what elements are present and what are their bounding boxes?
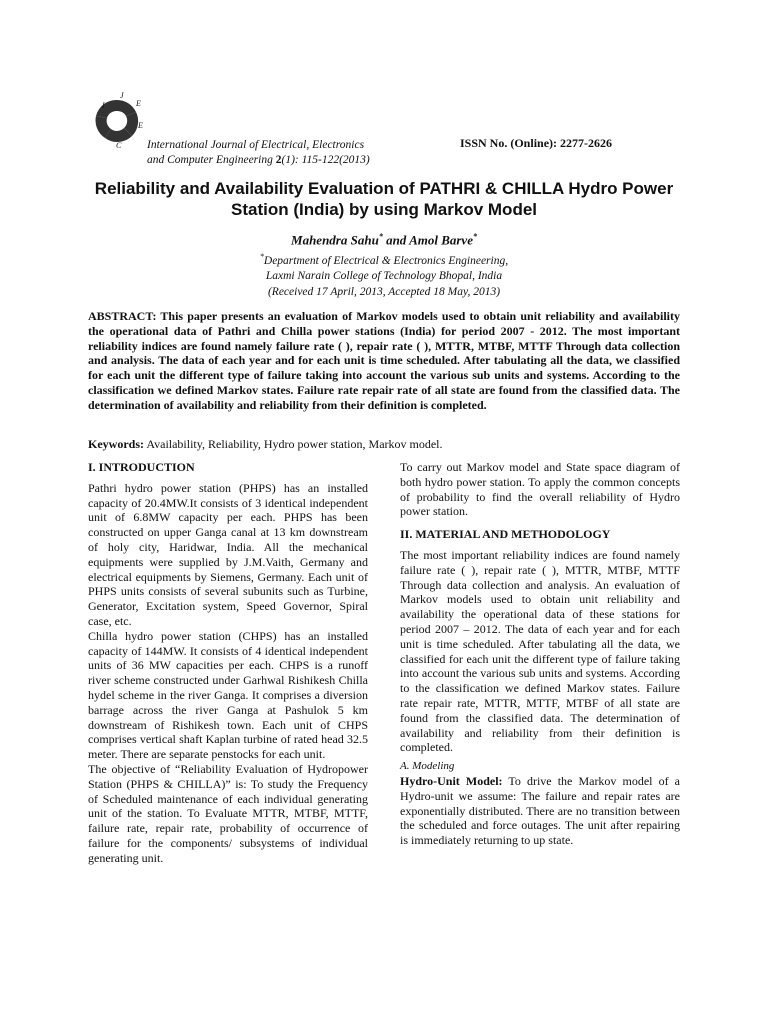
author-2: Amol Barve [409,232,473,248]
journal-issue: (1): 115-122(2013) [281,154,370,166]
affiliation-line-1 [0,249,768,269]
paragraph: To carry out Markov model and State space diagram of both hydro power station. To apply the common concepts of probability to find the overall reliability of Hydro power station. [400,460,680,519]
left-column [88,460,368,866]
issn: ISSN No. (Online): 2277-2626 [460,136,613,150]
right-column [400,460,680,848]
section-heading-introduction: I. INTRODUCTION [88,460,195,474]
journal-citation [147,138,370,168]
logo-letter: I [102,101,105,110]
paragraph [400,774,680,848]
abstract: ABSTRACT: This paper presents an evaluation of Markov models used to obtain unit reliability and availability the operational data of Pathri and Chilla power stations (India) for period 2007 - 2012. The most important reliability indices are found namely failure rate ( ), repair rate ( ), MTTR, MTBF, MTTF Through data collection and analysis. The data of each year and for each unit is time scheduled. After tabulating all the data, we classified for each unit the different type of failure taking into account the various sub units and systems. According to the classification we defined Markov states. Failure rate repair rate of all state are found from the classified data. The determination of availability and reliability from their definition is completed. [88,309,680,412]
affiliation-mark: * [259,252,264,261]
journal-logo [88,92,146,150]
received-dates: (Received 17 April, 2013, Accepted 18 May, 2013) [267,286,501,298]
logo-letter: J [120,92,124,100]
author-mark: * [472,232,477,241]
author-separator: and [382,232,410,248]
keywords [88,437,680,452]
paragraph: Chilla hydro power station (CHPS) has an installed capacity of 144MW. It consists of 4 identical independent units of 36 MW capacities per each. CHPS is a runoff river scheme constructed under Garhwal Rishikesh Chilla hydel scheme in the river Ganga. It comprises a diversion barrage across the river Ganga at Pashulok 5 km downstream of Rishikesh town. Each unit of CHPS comprises vertical shaft Kaplan turbine of rated head 32.5 meter. There are separate penstocks for each unit. [88,628,368,762]
hydro-unit-model-label: Hydro-Unit Model: [400,773,503,788]
paragraph: Pathri hydro power station (PHPS) has an installed capacity of 20.4MW.It consists of 3 identical independent unit of 6.8MW capacity per each. PHPS has been constructed on upper Ganga canal at 13 km downstream of holy city, Haridwar, India. All the mechanical equipments were supplied by J.M.Vaith, Germany and electrical equipments by Siemens, Germany. Each unit of PHPS units consists of several subunits such as Turbine, Generator, Excitation system, Speed Governor, Spiral case, etc. [88,480,368,628]
paragraph: The most important reliability indices are found namely failure rate ( ), repair rate ( ), MTTR, MTBF, MTTF Through data collection and analysis. An evaluation of Markov models used to obtain unit reliability and availability the operational data of these stations for period 2007 – 2012. The data of each year and for each unit is time scheduled. After tabulating all the data, we classified for each unit the different type of failure taking into account the various sub units and systems. According to the classification we defined Markov states. Failure rate repair rate, MTTR, MTTF, MTBF of all state are found from the classified data. The determination of availability and reliability from their definition is completed. [400,547,680,755]
keywords-text: Availability, Reliability, Hydro power station, Markov model. [144,437,443,451]
paragraph: The objective of “Reliability Evaluation of Hydropower Station (PHPS & CHILLA)” is: To study the Frequency of Scheduled maintenance of each individual generating unit of the station. To Evaluate MTTR, MTBF, MTTF, failure rate, repair rate, probability of occurrence of failure for the components/ subsystems of individual generating unit. [88,761,368,865]
affiliation [0,249,768,284]
paper-title: Reliability and Availability Evaluation of PATHRI & CHILLA Hydro Power Station (India) by using Markov Model [94,179,674,219]
logo-letter: E [136,99,141,108]
affiliation-line-2: Laxmi Narain College of Technology Bhopal, India [265,269,503,282]
keywords-label: Keywords: [88,437,144,451]
subsection-heading-modeling: A. Modeling [400,760,455,773]
author-mark: * [378,232,383,241]
section-heading-methodology: II. MATERIAL AND METHODOLOGY [400,527,611,542]
journal-volume: 2 [275,154,282,166]
logo-letter: C [116,141,122,150]
journal-line-2 [147,153,370,168]
hydro-unit-model-text: To drive the Markov model of a Hydro-unit we assume: The failure and repair rates are exponentially distributed. There are no transition between the scheduled and force outages. The unit after repairing is immediately returning to up state. [400,773,680,848]
affiliation-dept: Department of Electrical & Electronics Engineering, [263,254,509,267]
journal-line-1: International Journal of Electrical, Electronics [147,139,365,151]
journal-name: and Computer Engineering [147,154,273,166]
author-1: Mahendra Sahu [291,232,379,248]
logo-letter: E [138,121,143,130]
authors [0,232,768,248]
